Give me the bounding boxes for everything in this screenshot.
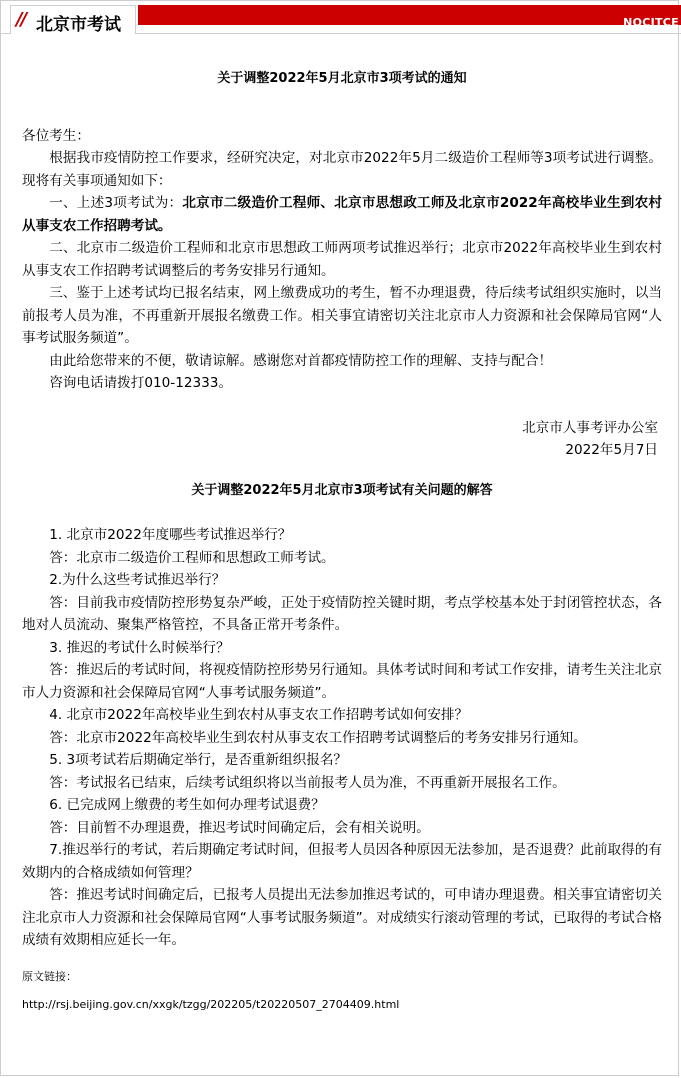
faq-question: 4. 北京市2022年高校毕业生到农村从事支农工作招聘考试如何安排？ (49, 707, 469, 723)
faq-answer: 答：推迟考试时间确定后，已报考人员提出无法参加推迟考试的，可申请办理退费。相关事宜请密切关注北京市人力资源和社会保障局官网“人事考试服务频道”。对成绩实行滚动管理的考试，已取得的考试合格成绩有效期相应延长一年。 (22, 887, 662, 948)
faq-question: 3. 推迟的考试什么时候举行？ (49, 639, 230, 656)
notice-signature-org: 北京市人事考评办公室 (522, 419, 658, 436)
faq-list (22, 524, 662, 952)
faq-question: 6. 已完成网上缴费的考生如何办理考试退费？ (49, 797, 325, 813)
header (0, 0, 681, 34)
notice-paragraph-2-bold: 北京市二级造价工程师、北京市思想政工师及北京市2022年高校毕业生到农村从事支农工作招聘考试。 (22, 195, 662, 234)
notice-greeting: 各位考生： (22, 127, 90, 144)
notice-paragraph-4: 三、鉴于上述考试均已报名结束，网上缴费成功的考生，暂不办理退费，待后续考试组织实施时，以当前报考人员为准，不再重新开展报名缴费工作。相关事宜请密切关注北京市人力资源和社会保障局官网“人事考试服务频道”。 (22, 285, 662, 346)
faq-answer: 答：目前暂不办理退费，推迟考试时间确定后，会有相关说明。 (49, 819, 430, 836)
notice-paragraph-2 (22, 192, 662, 237)
slash-icon: // (16, 9, 26, 30)
notice-paragraph-1: 根据我市疫情防控工作要求，经研究决定，对北京市2022年5月二级造价工程师等3项考试进行调整。现将有关事项通知如下： (22, 150, 662, 189)
notice-signature-date: 2022年5月7日 (565, 442, 658, 458)
source-label: 原文链接： (22, 969, 77, 983)
source-block (22, 970, 662, 1012)
header-brand: NOCITCE (623, 16, 679, 29)
notice-paragraph-2-prefix: 一、上述3项考试为： (49, 195, 183, 211)
faq-question: 1. 北京市2022年度哪些考试推迟举行？ (49, 527, 292, 543)
faq-answer: 答：考试报名已结束，后续考试组织将以当前报考人员为准，不再重新开展报名工作。 (49, 774, 566, 791)
notice-title: 关于调整2022年5月北京市3项考试的通知 (217, 71, 467, 86)
faq-answer: 答：推迟后的考试时间，将视疫情防控形势另行通知。具体考试时间和考试工作安排，请考生关注北京市人力资源和社会保障局官网“人事考试服务频道”。 (22, 662, 662, 701)
faq-question: 5. 3项考试若后期确定举行，是否重新组织报名？ (49, 752, 348, 768)
header-red-bar (138, 5, 681, 29)
faq-answer: 答：北京市2022年高校毕业生到农村从事支农工作招聘考试调整后的考务安排另行通知。 (49, 729, 587, 746)
notice-paragraph-5: 由此给您带来的不便，敬请谅解。感谢您对首都疫情防控工作的理解、支持与配合！ (49, 352, 553, 369)
faq-question: 2.为什么这些考试推迟举行？ (49, 572, 226, 588)
notice-paragraph-6: 咨询电话请拨打010-12333。 (49, 375, 233, 391)
faq-question: 7.推迟举行的考试，若后期确定考试时间，但报考人员因各种原因无法参加，是否退费？此前取得的有效期内的合格成绩如何管理？ (22, 842, 662, 881)
header-title: 北京市考试 (36, 15, 121, 35)
faq-title: 关于调整2022年5月北京市3项考试有关问题的解答 (191, 482, 493, 498)
notice-paragraph-3: 二、北京市二级造价工程师和北京市思想政工师两项考试推迟举行；北京市2022年高校毕业生到农村从事支农工作招聘考试调整后的考务安排另行通知。 (22, 240, 662, 279)
header-tab[interactable] (10, 5, 136, 34)
source-link[interactable]: http://rsj.beijing.gov.cn/xxgk/tzgg/202205/t20220507_2704409.html (22, 997, 400, 1011)
faq-answer: 答：目前我市疫情防控形势复杂严峻，正处于疫情防控关键时期，考点学校基本处于封闭管控状态，各地对人员流动、聚集严格管控，不具备正常开考条件。 (22, 594, 662, 633)
article-content (22, 62, 662, 1012)
faq-answer: 答：北京市二级造价工程师和思想政工师考试。 (49, 549, 335, 566)
